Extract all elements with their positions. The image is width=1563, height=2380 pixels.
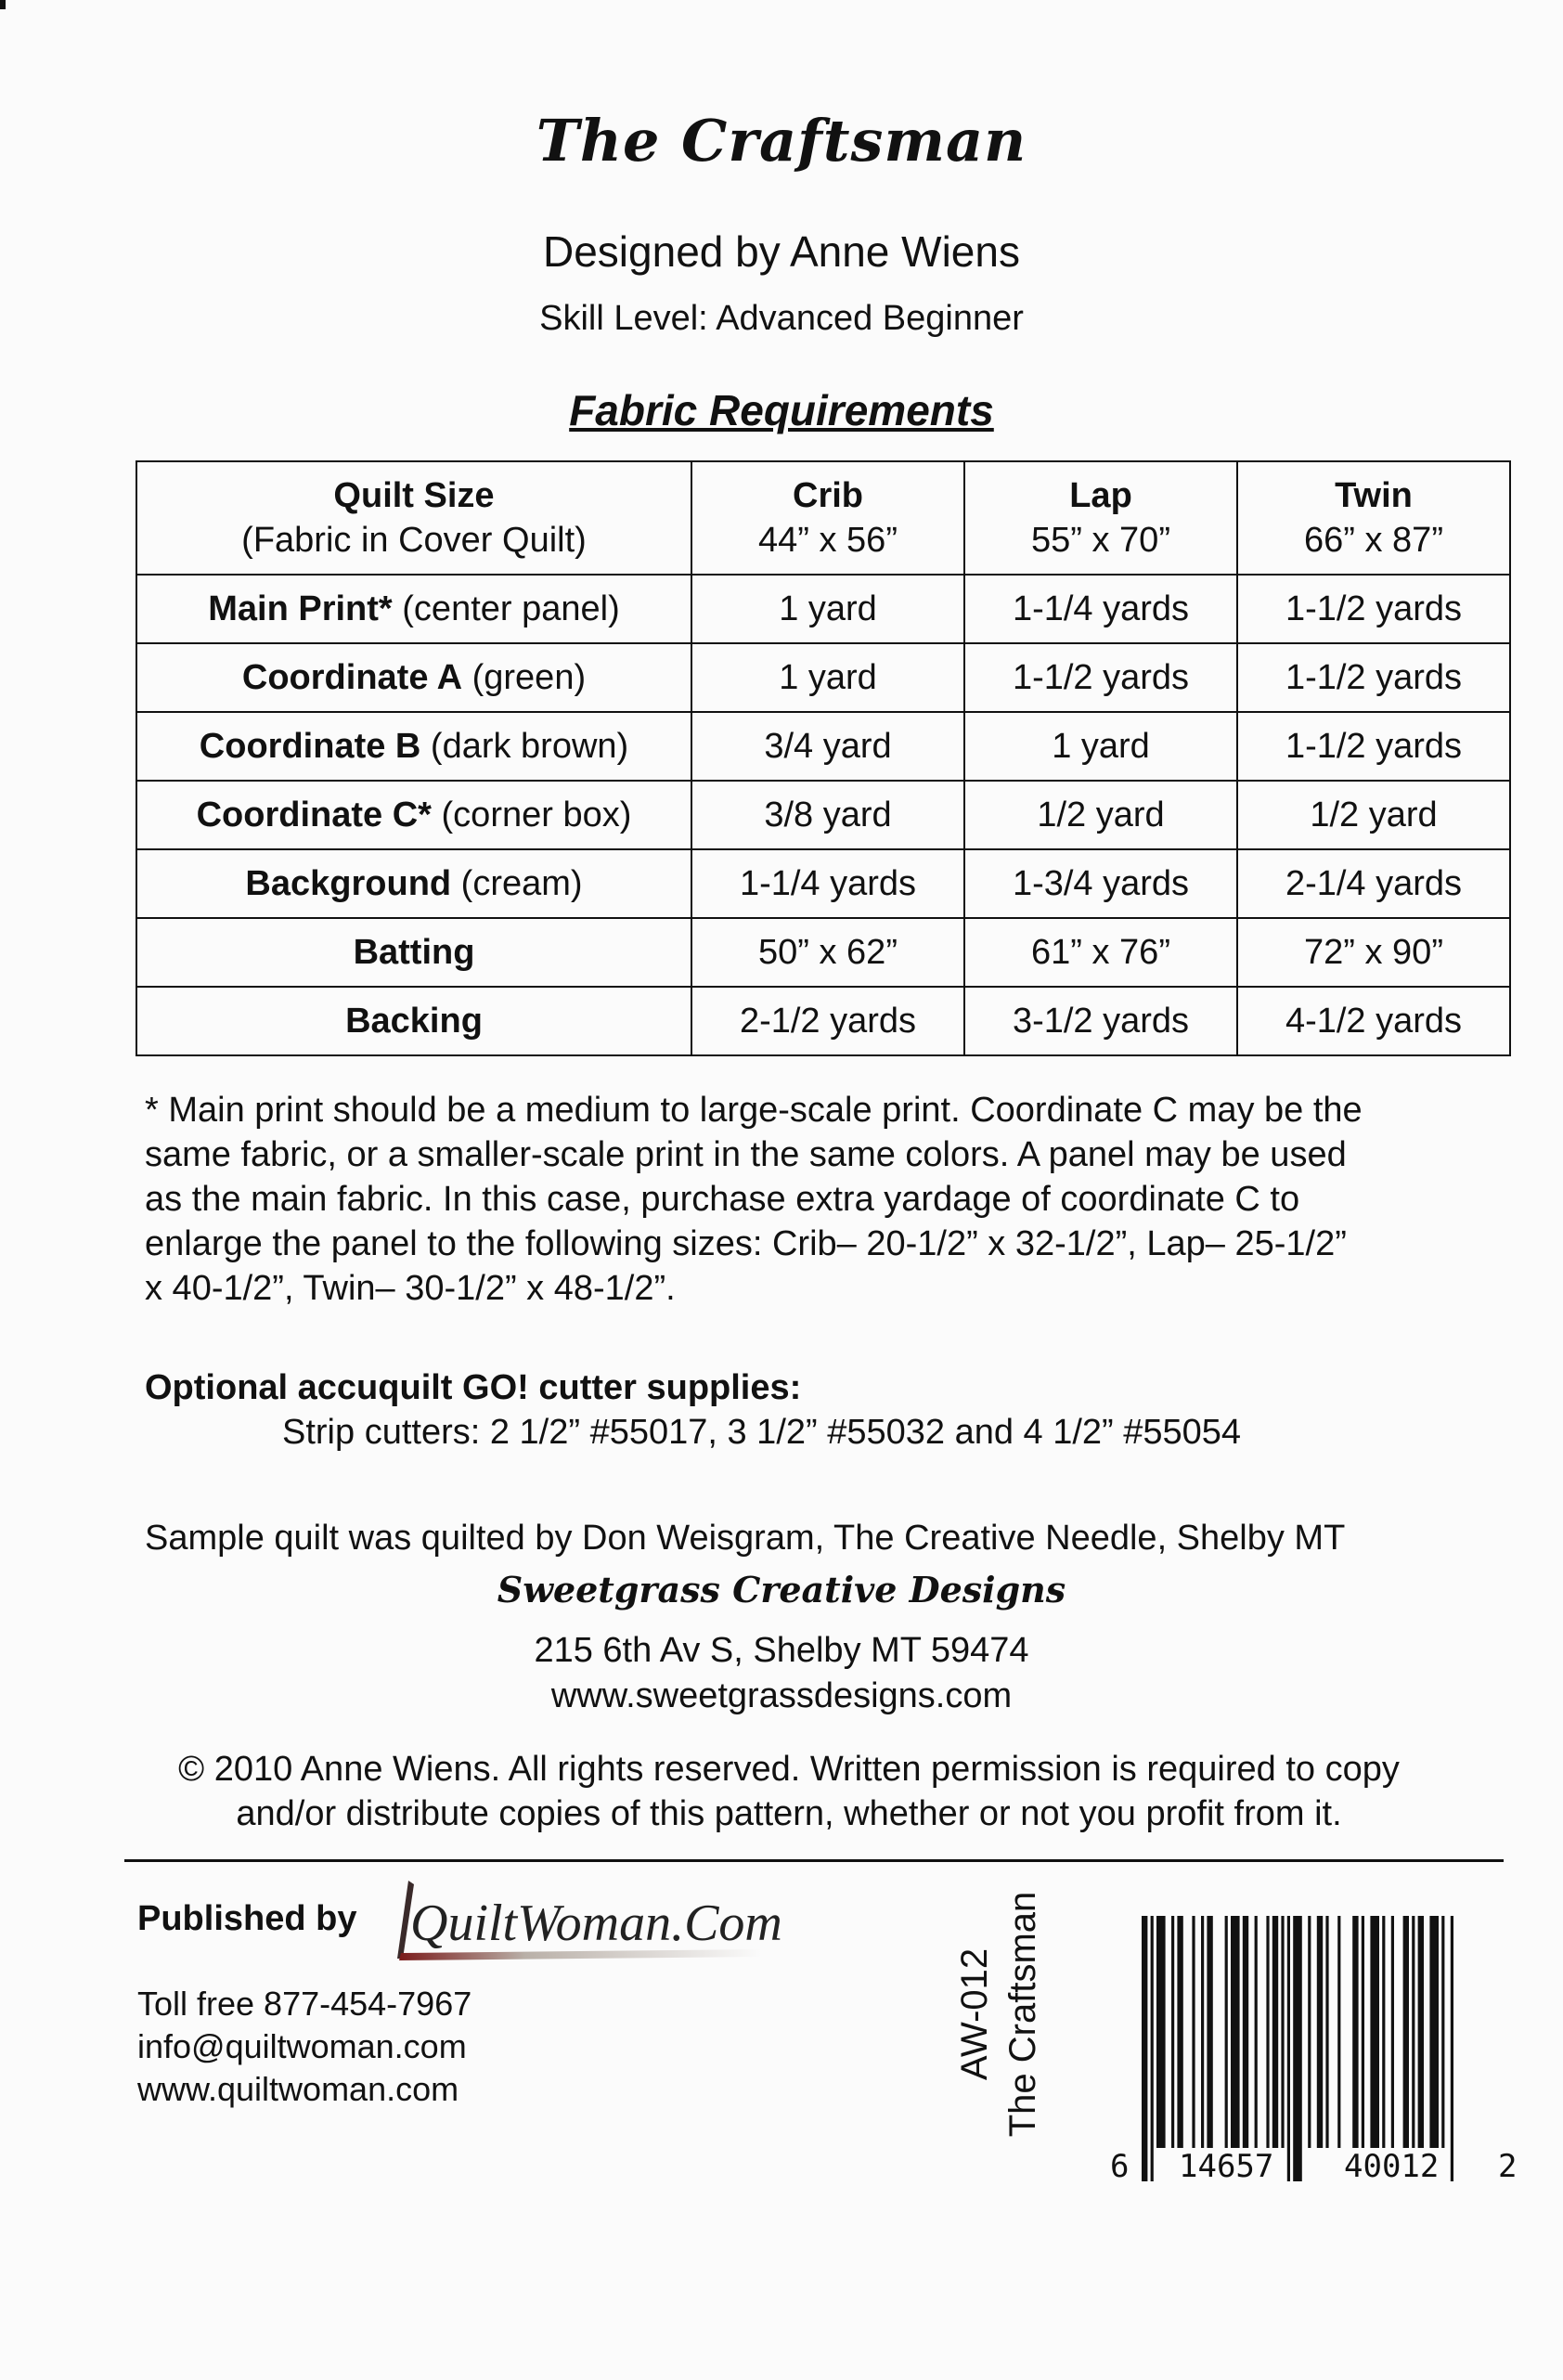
fabric-note: (green) [462,657,587,697]
barcode-bar [1225,1916,1228,2148]
note-line: enlarge the panel to the following sizes: Crib– 20-1/2” x 32-1/2”, Lap– 25-1/2” [145,1224,1347,1263]
product-code: AW-012 [954,1947,995,2081]
amount-lap: 1/2 yard [964,781,1237,849]
amount-crib: 1-1/4 yards [691,849,964,918]
barcode-group-2: 40012 [1344,2148,1440,2185]
size-name: Twin [1335,476,1413,515]
table-row [136,918,1510,987]
fabric-requirements-table [136,460,1511,1056]
size-dims: 66” x 87” [1304,521,1443,560]
company-name: Sweetgrass Creative Designs [497,1569,1066,1610]
amount-twin: 1/2 yard [1237,781,1510,849]
fabric-label [136,643,691,712]
table-row [136,712,1510,781]
barcode-bar [1177,1916,1182,2148]
section-divider [124,1859,1504,1862]
barcode-bar [1391,1916,1394,2148]
table-row [136,643,1510,712]
fabric-name: Backing [345,1001,483,1041]
product-code-label [947,1866,1051,2163]
amount-twin: 1-1/2 yards [1237,712,1510,781]
barcode-digit-left: 6 [1110,2148,1130,2185]
fabric-label [136,849,691,918]
fabric-name: Batting [353,932,475,972]
barcode-bar [1418,1916,1424,2148]
barcode-bar [1441,1916,1444,2148]
amount-crib: 1 yard [691,643,964,712]
amount-lap: 61” x 76” [964,918,1237,987]
amount-crib: 3/8 yard [691,781,964,849]
quilt-size-header [136,461,691,575]
quilt-size-sublabel: (Fabric in Cover Quilt) [241,521,587,560]
barcode-bars [1138,1916,1500,2185]
barcode-bar [1382,1916,1385,2148]
size-header-twin [1237,461,1510,575]
amount-twin: 4-1/2 yards [1237,987,1510,1055]
copyright-line: © 2010 Anne Wiens. All rights reserved. Written permission is required to copy [178,1750,1400,1789]
logo-text: QuiltWoman.Com [410,1895,782,1952]
publisher-email[interactable]: info@quiltwoman.com [137,2027,467,2065]
fabric-note: (center panel) [392,589,620,628]
barcode-bar [1451,1916,1453,2181]
barcode-bar [1403,1916,1409,2148]
size-name: Lap [1069,476,1132,515]
barcode-bar [1243,1916,1248,2148]
amount-twin: 1-1/2 yards [1237,643,1510,712]
amount-lap: 3-1/2 yards [964,987,1237,1055]
barcode-digit-right: 2 [1498,2148,1518,2185]
company-address: 215 6th Av S, Shelby MT 59474 [534,1631,1029,1670]
amount-lap: 1-1/4 yards [964,575,1237,643]
fabric-label [136,575,691,643]
size-dims: 44” x 56” [758,521,898,560]
copyright-line: and/or distribute copies of this pattern, whether or not you profit from it. [236,1794,1342,1833]
product-code-text [950,1866,1047,2163]
fabric-label [136,712,691,781]
fabric-name: Coordinate C* [196,795,432,834]
fabric-notes [145,1088,1509,1311]
pattern-title: The Craftsman [536,107,1027,175]
published-by-label: Published by [137,1899,357,1938]
quiltwoman-logo [390,1873,780,1966]
barcode-bar [1308,1916,1311,2148]
fabric-note: (dark brown) [420,726,629,766]
barcode-bar [1362,1916,1364,2148]
barcode-bar [1370,1916,1379,2148]
fabric-label [136,781,691,849]
upc-barcode [1110,1916,1526,2194]
amount-crib: 2-1/2 yards [691,987,964,1055]
table-row [136,987,1510,1055]
barcode-bar [1192,1916,1195,2148]
barcode-bar [1325,1916,1328,2148]
fabric-name: Coordinate B [199,726,421,766]
fabric-name: Background [245,863,452,903]
company-website[interactable]: www.sweetgrassdesigns.com [550,1676,1013,1715]
table-row [136,849,1510,918]
amount-twin: 72” x 90” [1237,918,1510,987]
barcode-bar [1412,1916,1414,2148]
fabric-note: (corner box) [431,795,632,834]
barcode-bar [1281,1916,1284,2148]
barcode-bar [1352,1916,1358,2148]
table-header-row [136,461,1510,575]
barcode-bar [1156,1916,1166,2148]
amount-lap: 1 yard [964,712,1237,781]
amount-crib: 50” x 62” [691,918,964,987]
fabric-label [136,918,691,987]
barcode-bar [1429,1916,1439,2148]
optional-supplies-heading: Optional accuquilt GO! cutter supplies: [145,1368,802,1407]
barcode-bar [1207,1916,1212,2148]
amount-twin: 2-1/4 yards [1237,849,1510,918]
barcode-bar [1272,1916,1278,2148]
skill-level: Skill Level: Advanced Beginner [539,299,1024,338]
copyright-notice [130,1747,1448,1836]
barcode-bar [1317,1916,1323,2148]
publisher-contact [137,1983,471,2111]
amount-lap: 1-3/4 yards [964,849,1237,918]
table-row [136,781,1510,849]
amount-crib: 3/4 yard [691,712,964,781]
note-line: * Main print should be a medium to large-scale print. Coordinate C may be the [145,1091,1363,1130]
publisher-website[interactable]: www.quiltwoman.com [137,2070,459,2108]
scan-edge-mark [0,0,6,9]
barcode-bar [1201,1916,1204,2148]
size-dims: 55” x 70” [1031,521,1170,560]
barcode-bar [1337,1916,1340,2148]
table-row [136,575,1510,643]
note-line: same fabric, or a smaller-scale print in the same colors. A panel may be used [145,1135,1347,1174]
designer-credit: Designed by Anne Wiens [543,227,1020,276]
publisher-phone: Toll free 877-454-7967 [137,1985,472,2023]
barcode-bar [1151,1916,1154,2181]
barcode-bar [1231,1916,1240,2148]
sample-quilt-credit: Sample quilt was quilted by Don Weisgram, The Creative Needle, Shelby MT [145,1519,1346,1558]
note-line: x 40-1/2”, Twin– 30-1/2” x 48-1/2”. [145,1269,676,1308]
fabric-label [136,987,691,1055]
amount-crib: 1 yard [691,575,964,643]
size-header-lap [964,461,1237,575]
fabric-name: Coordinate A [241,657,463,697]
note-line: as the main fabric. In this case, purchase extra yardage of coordinate C to [145,1180,1300,1219]
barcode-bar [1171,1916,1174,2148]
size-header-crib [691,461,964,575]
fabric-name: Main Print* [208,589,393,628]
fabric-requirements-heading: Fabric Requirements [569,386,994,434]
quilt-size-label: Quilt Size [333,476,495,515]
product-name: The Craftsman [1002,1891,1043,2138]
barcode-bar [1266,1916,1269,2148]
amount-lap: 1-1/2 yards [964,643,1237,712]
amount-twin: 1-1/2 yards [1237,575,1510,643]
size-name: Crib [793,476,863,515]
optional-supplies-items: Strip cutters: 2 1/2” #55017, 3 1/2” #55032 and 4 1/2” #55054 [282,1413,1242,1452]
fabric-note: (cream) [451,863,583,903]
barcode-bar [1293,1916,1302,2181]
barcode-bar [1287,1916,1290,2181]
barcode-group-1: 14657 [1179,2148,1274,2185]
barcode-bar [1255,1916,1258,2148]
barcode-bar [1142,1916,1147,2181]
